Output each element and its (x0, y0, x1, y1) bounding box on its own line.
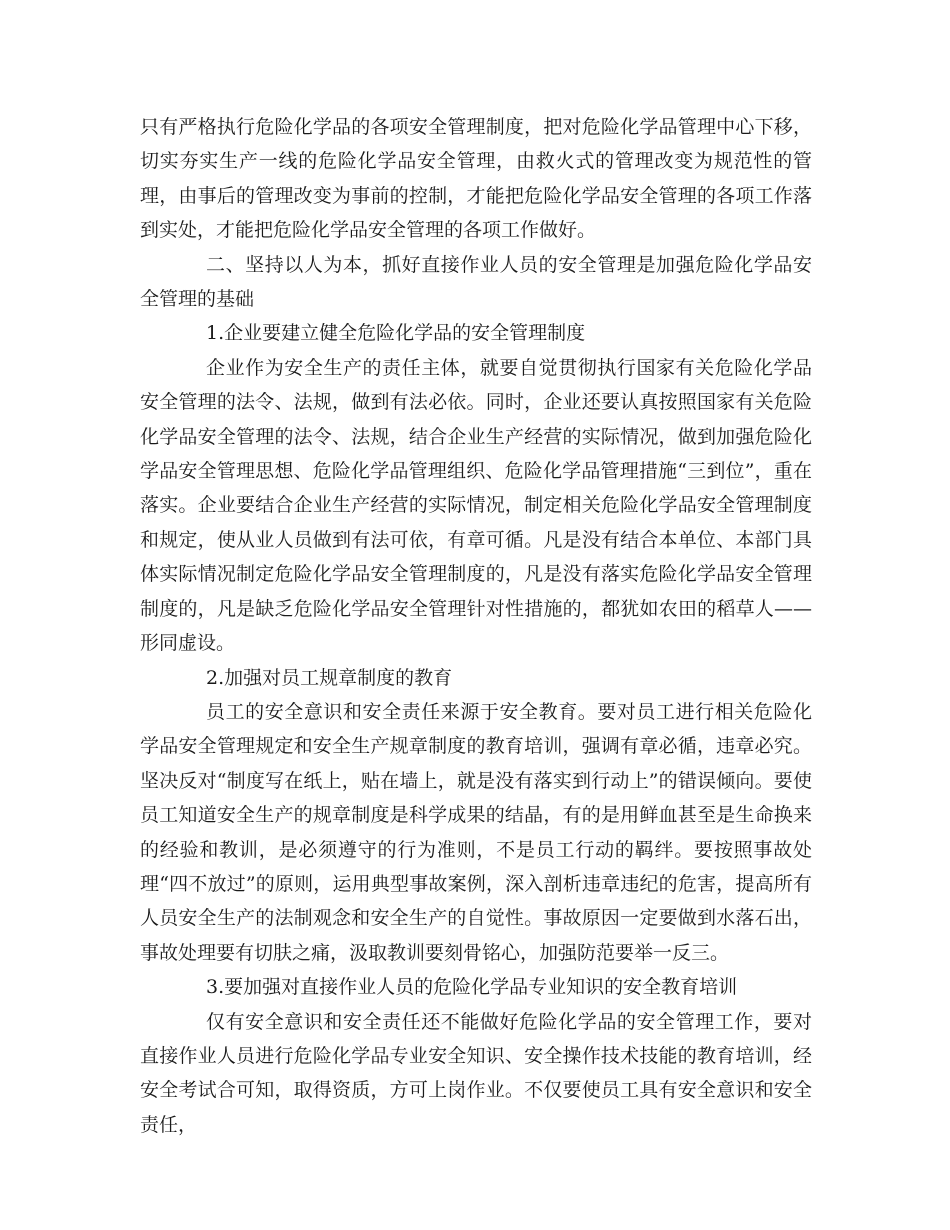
paragraph-1: 只有严格执行危险化学品的各项安全管理制度，把对危险化学品管理中心下移，切实夯实生产一线的危险化学品安全管理，由救火式的管理改变为规范性的管理，由事后的管理改变为事前的控制，才能把危险化学品安全管理的各项工作落到实处，才能把危险化学品安全管理的各项工作做好。 (140, 116, 812, 242)
section-heading-2: 二、坚持以人为本，抓好直接作业人员的安全管理是加强危险化学品安全管理的基础 (140, 253, 812, 311)
subheading-3: 3.要加强对直接作业人员的危险化学品专业知识的安全教育培训 (206, 976, 738, 999)
paragraph-4: 仅有安全意识和安全责任还不能做好危险化学品的安全管理工作，要对直接作业人员进行危险化学品专业安全知识、安全操作技术技能的教育培训，经安全考试合可知，取得资质，方可上岗作业。不仅要使员工具有安全意识和安全责任， (140, 1010, 812, 1136)
paragraph-2: 企业作为安全生产的责任主体，就要自觉贯彻执行国家有关危险化学品安全管理的法令、法规，做到有法必依。同时，企业还要认真按照国家有关危险化学品安全管理的法令、法规，结合企业生产经营的实际情况，做到加强危险化学品安全管理思想、危险化学品管理组织、危险化学品管理措施“三到位”，重在落实。企业要结合企业生产经营的实际情况，制定相关危险化学品安全管理制度和规定，使从业人员做到有法可依，有章可循。凡是没有结合本单位、本部门具体实际情况制定危险化学品安全管理制度的，凡是没有落实危险化学品安全管理制度的，凡是缺乏危险化学品安全管理针对性措施的，都犹如农田的稻草人——形同虚设。 (140, 356, 812, 655)
subheading-2: 2.加强对员工规章制度的教育 (206, 666, 453, 689)
subheading-1: 1.企业要建立健全危险化学品的安全管理制度 (206, 322, 586, 345)
paragraph-3: 员工的安全意识和安全责任来源于安全教育。要对员工进行相关危险化学品安全管理规定和安全生产规章制度的教育培训，强调有章必循，违章必究。坚决反对“制度写在纸上，贴在墙上，就是没有落实到行动上”的错误倾向。要使员工知道安全生产的规章制度是科学成果的结晶，有的是用鲜血甚至是生命换来的经验和教训，是必须遵守的行为准则，不是员工行动的羁绊。要按照事故处理“四不放过”的原则，运用典型事故案例，深入剖析违章违纪的危害，提高所有人员安全生产的法制观念和安全生产的自觉性。事故原因一定要做到水落石出，事故处理要有切肤之痛，汲取教训要刻骨铭心，加强防范要举一反三。 (140, 700, 812, 964)
document-body (140, 110, 812, 1142)
